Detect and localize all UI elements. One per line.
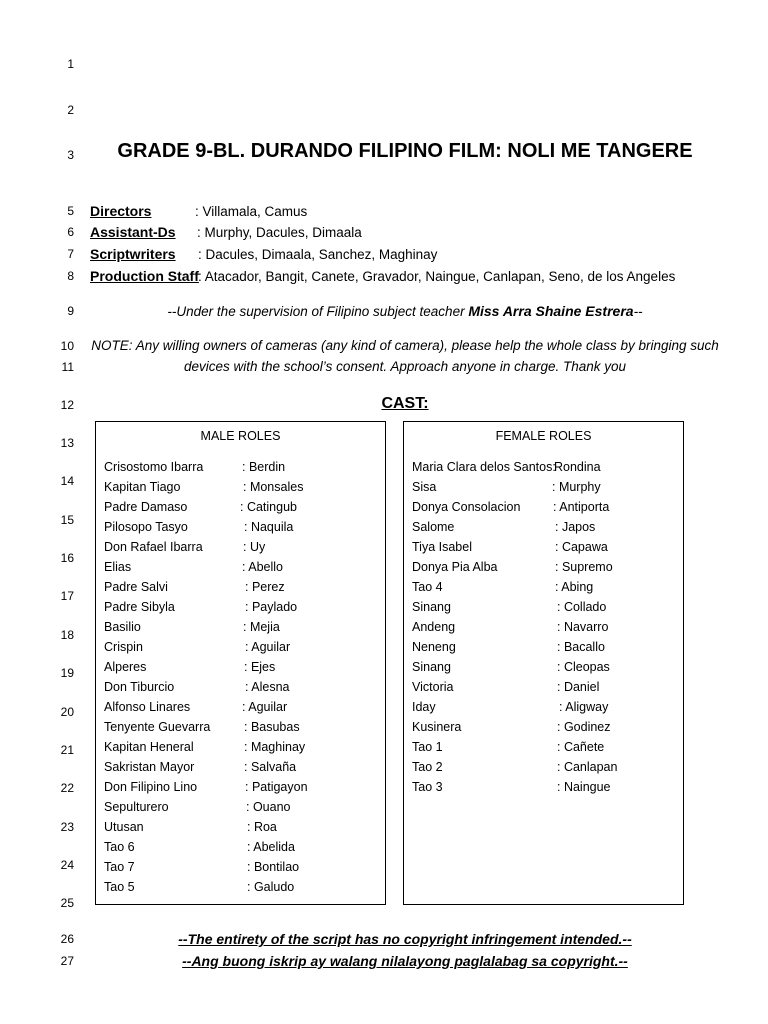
cast-actor: : Alesna [245, 680, 290, 694]
line-number: 8 [67, 269, 74, 283]
line-number: 12 [60, 398, 74, 412]
cast-actor: : Aguilar [245, 640, 291, 654]
line-number: 5 [67, 204, 74, 218]
cast-actor: : Ouano [246, 800, 291, 814]
line-number: 1 [67, 57, 74, 71]
line-number: 19 [60, 666, 74, 680]
credit-value: : Murphy, Dacules, Dimaala [197, 225, 362, 240]
cast-role: Crispin [104, 640, 143, 654]
note-line-2: devices with the school’s consent. Approach anyone in charge. Thank you [183, 359, 627, 374]
cast-role: Tao 1 [412, 740, 443, 754]
cast-actor: : Navarro [557, 620, 609, 634]
supervision-prefix: --Under the supervision of Filipino subject teacher [167, 304, 469, 319]
footer-disclaimer-english: --The entirety of the script has no copyright infringement intended.-- [178, 931, 632, 947]
line-number: 14 [60, 474, 74, 488]
cast-role: Tao 2 [412, 760, 443, 774]
cast-actor: : Galudo [247, 880, 295, 894]
cast-role: Don Tiburcio [104, 680, 175, 694]
cast-actor: : Naquila [244, 520, 294, 534]
line-number: 25 [60, 896, 74, 910]
cast-role: Padre Sibyla [104, 600, 175, 614]
line-number: 15 [60, 513, 74, 527]
cast-role: Alperes [104, 660, 147, 674]
cast-actor: : Catingub [240, 500, 297, 514]
cast-actor: : Roa [247, 820, 277, 834]
cast-role: Kapitan Tiago [104, 480, 181, 494]
cast-actor: : Murphy [552, 480, 601, 494]
cast-actor: : Paylado [245, 600, 298, 614]
line-number: 16 [60, 551, 74, 565]
cast-role: Sinang [412, 600, 451, 614]
line-number: 6 [67, 225, 74, 239]
cast-actor: : Abelida [247, 840, 295, 854]
teacher-name: Miss Arra Shaine Estrera [468, 303, 634, 319]
cast-actor: : Capawa [555, 540, 608, 554]
credit-value: : Villamala, Camus [195, 204, 308, 219]
cast-role: Utusan [104, 820, 144, 834]
female-roles-header: FEMALE ROLES [495, 429, 592, 443]
cast-actor: : Naingue [557, 780, 611, 794]
cast-role: Neneng [412, 640, 456, 654]
cast-role: Kusinera [412, 720, 462, 734]
cast-actor: : Japos [555, 520, 596, 534]
cast-role: Victoria [412, 680, 454, 694]
cast-role: Padre Salvi [104, 580, 168, 594]
male-roles-box [95, 421, 386, 905]
cast-role: Pilosopo Tasyo [104, 520, 188, 534]
cast-actor: : Mejia [243, 620, 280, 634]
cast-actor: : Berdin [242, 460, 286, 474]
credit-label: Scriptwriters [90, 246, 176, 262]
line-number: 17 [60, 589, 74, 603]
cast-actor: : Daniel [557, 680, 600, 694]
cast-role: Iday [412, 700, 436, 714]
cast-actor: : Supremo [555, 560, 613, 574]
cast-role: Tao 3 [412, 780, 443, 794]
line-number: 22 [60, 781, 74, 795]
line-number: 2 [67, 103, 74, 117]
cast-role: Kapitan Heneral [104, 740, 194, 754]
line-number: 20 [60, 705, 74, 719]
cast-role: Sepulturero [104, 800, 169, 814]
cast-actor: : Salvaña [244, 760, 297, 774]
cast-actor: : Aguilar [242, 700, 288, 714]
line-number: 7 [67, 247, 74, 261]
female-roles-box [403, 421, 684, 905]
line-number: 23 [60, 820, 74, 834]
line-number: 21 [60, 743, 74, 757]
line-number: 10 [60, 339, 74, 353]
cast-actor: : Bontilao [247, 860, 300, 874]
cast-actor: : Cleopas [557, 660, 610, 674]
credit-value: : Atacador, Bangit, Canete, Gravador, Naingue, Canlapan, Seno, de los Angeles [198, 269, 676, 284]
cast-role: Tenyente Guevarra [104, 720, 211, 734]
cast-role: Donya Consolacion [412, 500, 521, 514]
cast-actor: : Basubas [244, 720, 300, 734]
line-number: 18 [60, 628, 74, 642]
cast-role: Tao 6 [104, 840, 135, 854]
cast-role: Elias [104, 560, 132, 574]
credit-label: Production Staff [90, 268, 199, 284]
cast-role: Sakristan Mayor [104, 760, 195, 774]
footer-disclaimer-filipino: --Ang buong iskrip ay walang nilalayong paglalabag sa copyright.-- [182, 953, 628, 969]
cast-actor: : Collado [557, 600, 607, 614]
cast-actor: : Ejes [244, 660, 276, 674]
cast-role: Padre Damaso [104, 500, 188, 514]
line-number: 3 [67, 148, 74, 162]
cast-actor: : Maghinay [244, 740, 306, 754]
cast-role: Don Filipino Lino [104, 780, 198, 794]
line-number: 11 [61, 360, 74, 374]
cast-actor: : Godinez [557, 720, 611, 734]
credit-value: : Dacules, Dimaala, Sanchez, Maghinay [198, 247, 438, 262]
cast-role: Tiya Isabel [412, 540, 472, 554]
line-number: 9 [67, 304, 74, 318]
cast-role: Tao 5 [104, 880, 135, 894]
cast-actor: : Bacallo [557, 640, 605, 654]
cast-role: Maria Clara delos Santos: [412, 460, 556, 474]
cast-actor: : Abello [242, 560, 284, 574]
cast-actor: : Patigayon [245, 780, 308, 794]
cast-actor: : Uy [243, 540, 266, 554]
cast-actor: : Aligway [559, 700, 609, 714]
cast-role: Donya Pia Alba [412, 560, 498, 574]
cast-role: Don Rafael Ibarra [104, 540, 203, 554]
cast-actor: : Abing [555, 580, 594, 594]
supervision-line [80, 303, 730, 319]
note-line-1: NOTE: Any willing owners of cameras (any kind of camera), please help the whole class by bringing such [91, 338, 719, 353]
cast-actor: : Monsales [243, 480, 304, 494]
supervision-suffix: -- [633, 304, 643, 319]
line-number: 27 [60, 954, 74, 968]
cast-role: Tao 7 [104, 860, 135, 874]
cast-actor: : Canlapan [557, 760, 618, 774]
cast-role: Crisostomo Ibarra [104, 460, 204, 474]
document-title: GRADE 9-BL. DURANDO FILIPINO FILM: NOLI ME TANGERE [117, 140, 693, 162]
male-roles-header: MALE ROLES [200, 429, 281, 443]
line-number: 24 [60, 858, 74, 872]
cast-role: Salome [412, 520, 455, 534]
credit-label: Directors [90, 203, 152, 219]
cast-actor: : Antiporta [553, 500, 610, 514]
line-number: 13 [60, 436, 74, 450]
cast-role: Alfonso Linares [104, 700, 191, 714]
cast-heading: CAST: [381, 395, 429, 412]
cast-role: Sisa [412, 480, 437, 494]
cast-actor: Rondina [554, 460, 601, 474]
cast-role: Tao 4 [412, 580, 443, 594]
cast-actor: : Perez [245, 580, 285, 594]
cast-role: Sinang [412, 660, 451, 674]
credit-label: Assistant-Ds [90, 224, 176, 240]
cast-role: Andeng [412, 620, 456, 634]
cast-role: Basilio [104, 620, 141, 634]
cast-actor: : Cañete [557, 740, 605, 754]
line-number: 26 [60, 932, 74, 946]
